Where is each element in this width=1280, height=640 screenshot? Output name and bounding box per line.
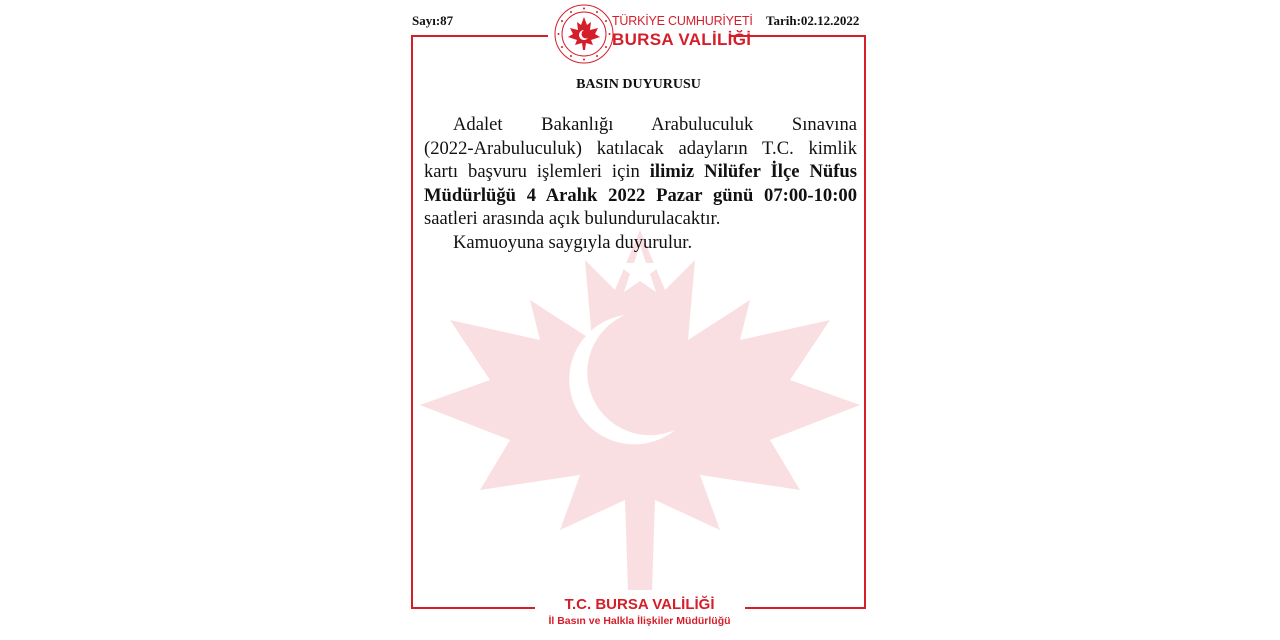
paragraph1-line3 [424,160,857,184]
org-name-line2: BURSA VALİLİĞİ [612,30,752,49]
paragraph1-line4 [424,184,857,208]
paragraph1-line3-plain: kartı başvuru işlemleri için [424,161,650,182]
bursa-valiligi-emblem-icon [553,3,615,65]
paragraph1-line2: (2022-Arabuluculuk) katılacak adayların T.C. kimlik [424,137,857,159]
document-number: Sayı:87 [412,13,454,28]
org-name-line1: TÜRKİYE CUMHURİYETİ [612,14,753,28]
paragraph1-line5: saatleri arasında açık bulundurulacaktır. [424,208,721,229]
document-title: BASIN DUYURUSU [576,77,701,92]
paragraph2: Kamuoyuna saygıyla duyurulur. [453,231,693,253]
paragraph1-line1: Adalet Bakanlığı Arabuluculuk Sınavına [453,114,857,135]
paragraph1-line3-bold: ilimiz Nilüfer İlçe Nüfus [649,161,857,182]
document-body [424,113,857,254]
paragraph1-line4-bold: Müdürlüğü 4 Aralık 2022 Pazar günü 07:00-10:00 [424,184,857,206]
footer-department: İl Basın ve Halkla İlişkiler Müdürlüğü [548,615,731,627]
document-date: Tarih:02.12.2022 [766,13,860,28]
footer-org: T.C. BURSA VALİLİĞİ [564,596,715,613]
